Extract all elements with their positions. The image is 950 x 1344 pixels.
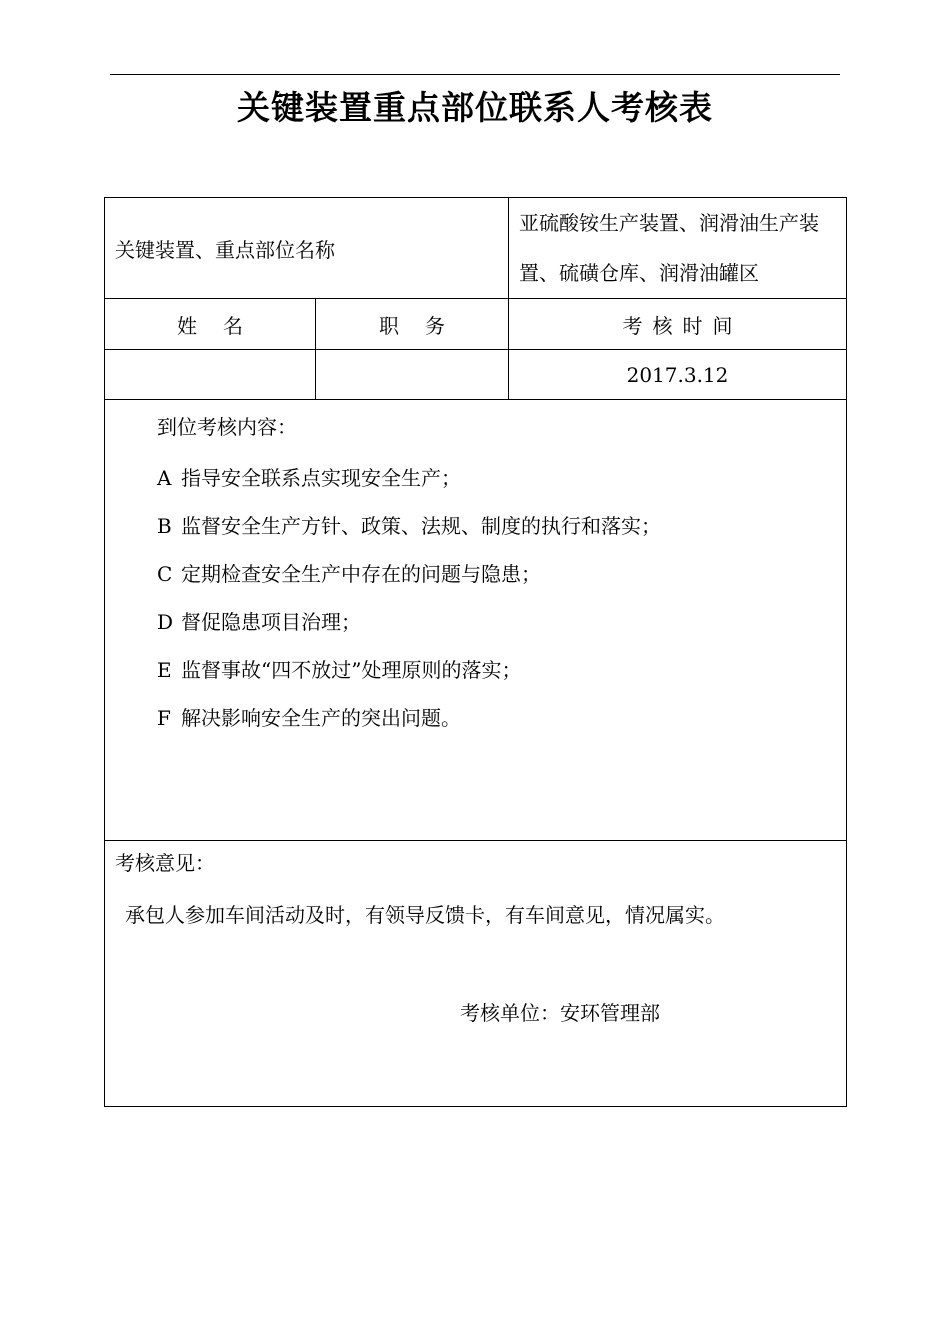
list-item: [105, 502, 846, 550]
item-text: 定期检查安全生产中存在的问题与隐患；: [181, 562, 541, 586]
item-text: 监督安全生产方针、政策、法规、制度的执行和落实；: [181, 514, 661, 538]
content-list: [105, 454, 846, 742]
content-row: [105, 400, 847, 841]
document-title: 关键装置重点部位联系人考核表: [237, 88, 713, 127]
list-item: [105, 694, 846, 742]
location-row: [105, 198, 847, 299]
list-item: [105, 454, 846, 502]
item-text: 指导安全联系点实现安全生产；: [181, 466, 461, 490]
item-text: 解决影响安全生产的突出问题。: [181, 706, 461, 730]
list-item: [105, 646, 846, 694]
assessment-table: [104, 197, 847, 1107]
item-letter: C: [157, 562, 173, 586]
item-letter: D: [157, 610, 174, 634]
cell-time: 2017.3.12: [509, 350, 847, 400]
header-rule: [110, 74, 840, 75]
item-letter: F: [157, 706, 171, 730]
header-position: 职务: [316, 299, 509, 350]
content-cell: [105, 400, 847, 841]
cell-name: [105, 350, 316, 400]
opinion-text: 承包人参加车间活动及时，有领导反馈卡，有车间意见，情况属实。: [125, 903, 725, 927]
header-name: 姓名: [105, 299, 316, 350]
list-item: [105, 598, 846, 646]
opinion-cell: [105, 841, 847, 1107]
item-text: 监督事故“四不放过”处理原则的落实；: [181, 658, 522, 682]
cell-position: [316, 350, 509, 400]
content-heading: 到位考核内容：: [157, 415, 297, 439]
item-letter: E: [157, 658, 172, 682]
location-label: 关键装置、重点部位名称: [105, 198, 509, 299]
assessing-unit: 考核单位：安环管理部: [460, 1001, 660, 1025]
opinion-label: 考核意见：: [115, 851, 215, 875]
header-time: 考核时间: [509, 299, 847, 350]
item-letter: B: [157, 514, 172, 538]
header-row: [105, 299, 847, 350]
location-value: 亚硫酸铵生产装置、润滑油生产装置、硫磺仓库、润滑油罐区: [509, 198, 847, 299]
opinion-row: [105, 841, 847, 1107]
list-item: [105, 550, 846, 598]
data-row: [105, 350, 847, 400]
item-text: 督促隐患项目治理；: [181, 610, 361, 634]
item-letter: A: [157, 466, 172, 490]
